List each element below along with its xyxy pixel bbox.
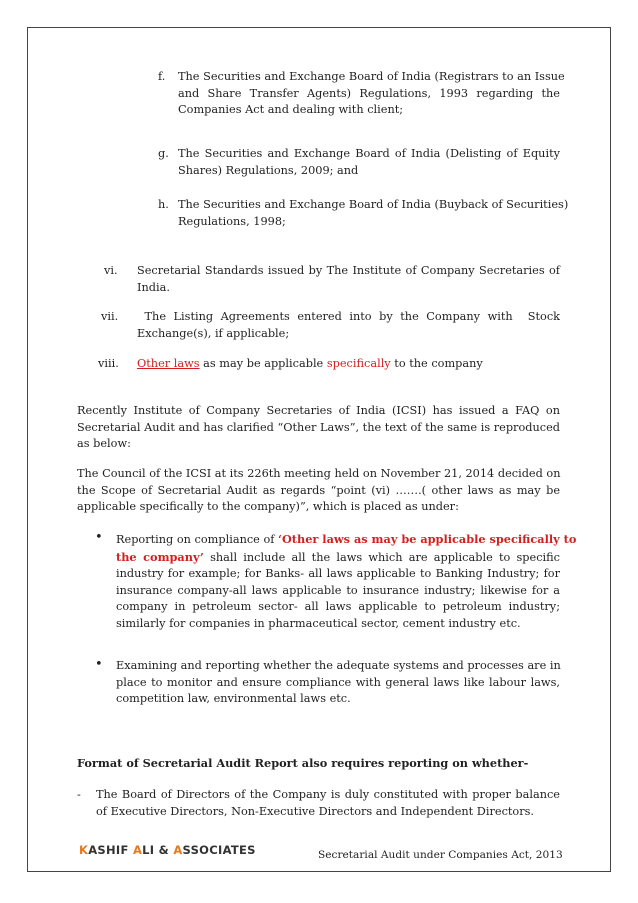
text-line: competition law, environmental laws etc. bbox=[116, 692, 351, 705]
dash-item-board bbox=[96, 787, 560, 820]
text-line: India. bbox=[137, 280, 170, 294]
list-marker: h. bbox=[158, 198, 169, 211]
text-line: Exchange(s), if applicable; bbox=[137, 326, 290, 340]
list-item bbox=[137, 356, 483, 373]
text-line: Recently Institute of Company Secretaries of India (ICSI) has issued a FAQ on bbox=[77, 404, 560, 417]
text-line: of Executive Directors, Non-Executive Directors and Independent Directors. bbox=[96, 804, 535, 818]
text-line: and Share Transfer Agents) Regulations, 1993 regarding the bbox=[178, 86, 560, 100]
page-footer: Secretarial Audit under Companies Act, 2013 bbox=[318, 849, 563, 861]
highlight-text: ‘Other laws as may be applicable specifically to bbox=[278, 532, 577, 546]
logo-letter: A bbox=[173, 843, 183, 857]
text-line: Regulations, 1998; bbox=[178, 214, 286, 228]
text-line: The Securities and Exchange Board of India (Delisting of Equity bbox=[178, 147, 560, 160]
text-span: as may be applicable bbox=[199, 357, 327, 370]
bullet-item-compliance bbox=[116, 531, 577, 632]
text-line: the Scope of Secretarial Audit as regards “point (vi) …….( other laws as may be bbox=[77, 483, 560, 497]
text-line: The Listing Agreements entered into by the Company with Stock bbox=[137, 310, 560, 323]
text-line: The Council of the ICSI at its 226th meeting held on November 21, 2014 decided on bbox=[77, 467, 561, 480]
text-line: Companies Act and dealing with client; bbox=[178, 103, 404, 116]
list-item bbox=[178, 197, 569, 230]
logo-letter: A bbox=[132, 843, 143, 857]
text-line: as below: bbox=[77, 437, 131, 450]
highlight-text: the company’ bbox=[116, 549, 204, 564]
bullet-item-examining bbox=[116, 658, 560, 708]
list-marker: f. bbox=[158, 70, 166, 83]
list-item bbox=[137, 309, 560, 342]
list-item bbox=[137, 263, 560, 296]
list-item bbox=[178, 146, 560, 179]
text-line: place to monitor and ensure compliance with general laws like labour laws, bbox=[116, 675, 560, 689]
text-line: Secretarial Standards issued by The Institute of Company Secretaries of bbox=[137, 264, 560, 277]
paragraph-icsi-faq bbox=[77, 403, 560, 453]
logo-text: ASHIF bbox=[88, 843, 133, 857]
text-line: Shares) Regulations, 2009; and bbox=[178, 163, 359, 177]
text-line: Examining and reporting whether the adequate systems and processes are in bbox=[116, 659, 561, 672]
text-line: insurance company-all laws applicable to insurance industry; likewise for a bbox=[116, 583, 560, 597]
text-line: The Securities and Exchange Board of India (Buyback of Securities) bbox=[178, 198, 569, 211]
dash-marker: - bbox=[77, 788, 81, 801]
firm-logo bbox=[79, 843, 256, 857]
text-span: to the company bbox=[390, 357, 483, 370]
text-line: The Securities and Exchange Board of India (Registrars to an Issue bbox=[178, 70, 565, 83]
other-laws-text: Other laws bbox=[137, 357, 200, 370]
specifically-text: specifically bbox=[326, 357, 391, 370]
text-span: Reporting on compliance of bbox=[116, 533, 279, 546]
text-line: Secretarial Audit and has clarified “Other Laws”, the text of the same is reproduced bbox=[77, 420, 560, 434]
bullet-icon: • bbox=[95, 530, 103, 545]
list-marker: g. bbox=[158, 147, 169, 160]
list-marker: viii. bbox=[98, 357, 119, 370]
list-item bbox=[178, 69, 565, 119]
logo-letter: K bbox=[79, 843, 89, 857]
list-marker: vi. bbox=[104, 264, 118, 277]
logo-text: SSOCIATES bbox=[182, 843, 256, 857]
text-line: The Board of Directors of the Company is duly constituted with proper balance bbox=[96, 788, 560, 801]
format-heading: Format of Secretarial Audit Report also requires reporting on whether- bbox=[77, 756, 529, 770]
text-line: industry for example; for Banks- all laws applicable to Banking Industry; for bbox=[116, 567, 560, 580]
logo-text: LI & bbox=[142, 843, 174, 857]
text-span: shall include all the laws which are applicable to specific bbox=[203, 550, 560, 564]
bullet-icon: • bbox=[95, 657, 103, 672]
text-line: similarly for companies in pharmaceutical sector, cement industry etc. bbox=[116, 616, 521, 630]
text-line: applicable specifically to the company)”, which is placed as under: bbox=[77, 500, 459, 513]
list-marker: vii. bbox=[101, 310, 119, 323]
paragraph-council bbox=[77, 466, 560, 516]
text-line: company in petroleum sector- all laws applicable to petroleum industry; bbox=[116, 600, 560, 613]
